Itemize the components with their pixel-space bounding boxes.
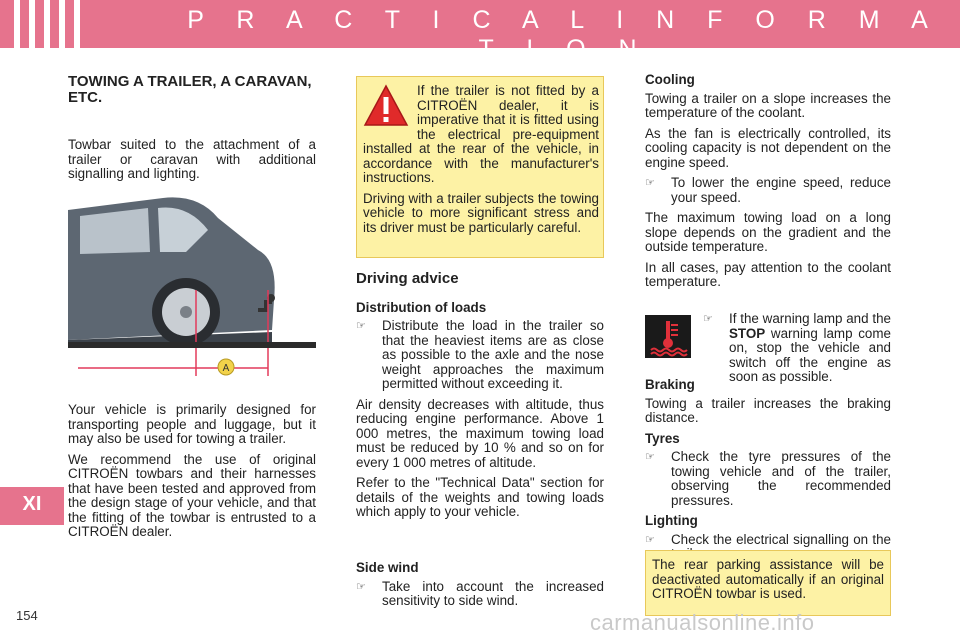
header-stripe [44, 0, 50, 48]
warning-paragraph-fitting: If the trailer is not fitted by a CITROËN dealer, it is imperative that it is fitted using the electrical pre-equipment installed at the rear of the vehicle, in accordance with the manufacturer's instructions. [363, 83, 599, 185]
parking-assistance-note [645, 550, 891, 616]
chapter-tab [0, 487, 64, 525]
pointing-hand-icon: ☞ [703, 313, 713, 325]
pointing-hand-icon: ☞ [356, 320, 366, 332]
intro-paragraph: Towbar suited to the attachment of a trailer or caravan with additional signalling and lighting. [68, 137, 316, 181]
cooling-title: Cooling [645, 72, 695, 87]
technical-data-paragraph: Refer to the "Technical Data" section for details of the weights and towing loads which apply to your vehicle. [356, 475, 604, 519]
header-stripe [29, 0, 35, 48]
header-stripe [59, 0, 65, 48]
driving-advice-section [356, 272, 604, 526]
side-wind-section [356, 561, 604, 615]
pointing-hand-icon: ☞ [645, 451, 655, 463]
tyres-title: Tyres [645, 430, 680, 446]
pointing-hand-icon: ☞ [645, 177, 655, 189]
coolant-temperature-warning-icon [645, 315, 691, 358]
header-stripe [14, 0, 20, 48]
distribution-text: Distribute the load in the trailer so that the heaviest items are as close as possible to the axle and the nose weight approaches the maximum permitted without exceeding it. [382, 318, 604, 391]
cooling-paragraph-slope: Towing a trailer on a slope increases the temperature of the coolant. [645, 90, 891, 120]
lighting-text: Check the electrical signalling on the [671, 531, 891, 547]
cooling-paragraph-load: The maximum towing load on a long slope depends on the gradient and the outside temperature. [645, 210, 891, 254]
page-number: 154 [16, 608, 38, 623]
list-item [703, 312, 891, 385]
pointing-hand-icon: ☞ [356, 580, 366, 593]
left-column [68, 74, 316, 188]
tyres-text: Check the tyre pressures of the towing vehicle and of the trailer, observing the recommended pressures. [671, 449, 891, 508]
header-stripe [74, 0, 80, 48]
braking-title: Braking [645, 377, 695, 392]
stop-text-post: warning lamp come on, stop the vehicle and switch off the engine as soon as possible. [729, 325, 891, 384]
distribution-title: Distribution of loads [356, 299, 487, 315]
page-title: P R A C T I C A L I N F O R M A T I O N [187, 6, 941, 63]
car-towbar-illustration [68, 190, 316, 382]
warning-triangle-icon [363, 84, 409, 128]
section-title: TOWING A TRAILER, A CARAVAN, ETC. [68, 73, 312, 106]
lighting-title: Lighting [645, 513, 698, 528]
chapter-tab-label: XI [22, 493, 42, 515]
callout-label: A [222, 363, 230, 374]
driving-advice-title: Driving advice [356, 270, 459, 287]
usage-paragraph: Your vehicle is primarily designed for transporting people and luggage, but it may also be used for towing a trailer. [68, 402, 316, 446]
cooling-paragraph-attention: In all cases, pay attention to the coolant temperature. [645, 259, 891, 289]
braking-tyres-lighting-section [645, 378, 891, 568]
parking-note-text: The rear parking assistance will be deactivated automatically if an original CITROËN towbar is used. [652, 557, 884, 601]
braking-paragraph: Towing a trailer increases the braking distance. [645, 395, 891, 425]
list-item [645, 176, 891, 205]
engine-speed-text: To lower the engine speed, reduce your speed. [671, 175, 891, 205]
warning-paragraph-stress: Driving with a trailer subjects the towing vehicle to more significant stress and its driver must be particularly careful. [363, 190, 599, 235]
side-wind-title: Side wind [356, 560, 419, 575]
pointing-hand-icon: ☞ [645, 533, 655, 546]
list-item [356, 319, 604, 392]
stop-keyword: STOP [729, 325, 766, 341]
stop-text-pre: If the warning lamp and the [729, 311, 891, 326]
list-item [645, 450, 891, 508]
side-wind-text: Take into account the increased sensitivity to side wind. [382, 578, 604, 608]
list-item [356, 580, 604, 609]
cooling-section [645, 73, 891, 296]
warning-box [356, 76, 604, 258]
watermark: carmanualsonline.info [590, 610, 815, 635]
left-column-lower [68, 403, 316, 546]
page-header [0, 0, 960, 63]
cooling-paragraph-fan: As the fan is electrically controlled, its cooling capacity is not dependent on the engine speed. [645, 125, 891, 170]
altitude-paragraph: Air density decreases with altitude, thus reducing engine performance. Above 1 000 metres, the maximum towing load must be reduced by 10 % and so on for every 1 000 metres of altitude. [356, 396, 604, 470]
recommendation-paragraph: We recommend the use of original CITROËN towbars and their harnesses that have been tested and approved from the design stage of your vehicle, and that the fitting of the towbar is entrusted to a CITROËN dealer. [68, 451, 316, 539]
